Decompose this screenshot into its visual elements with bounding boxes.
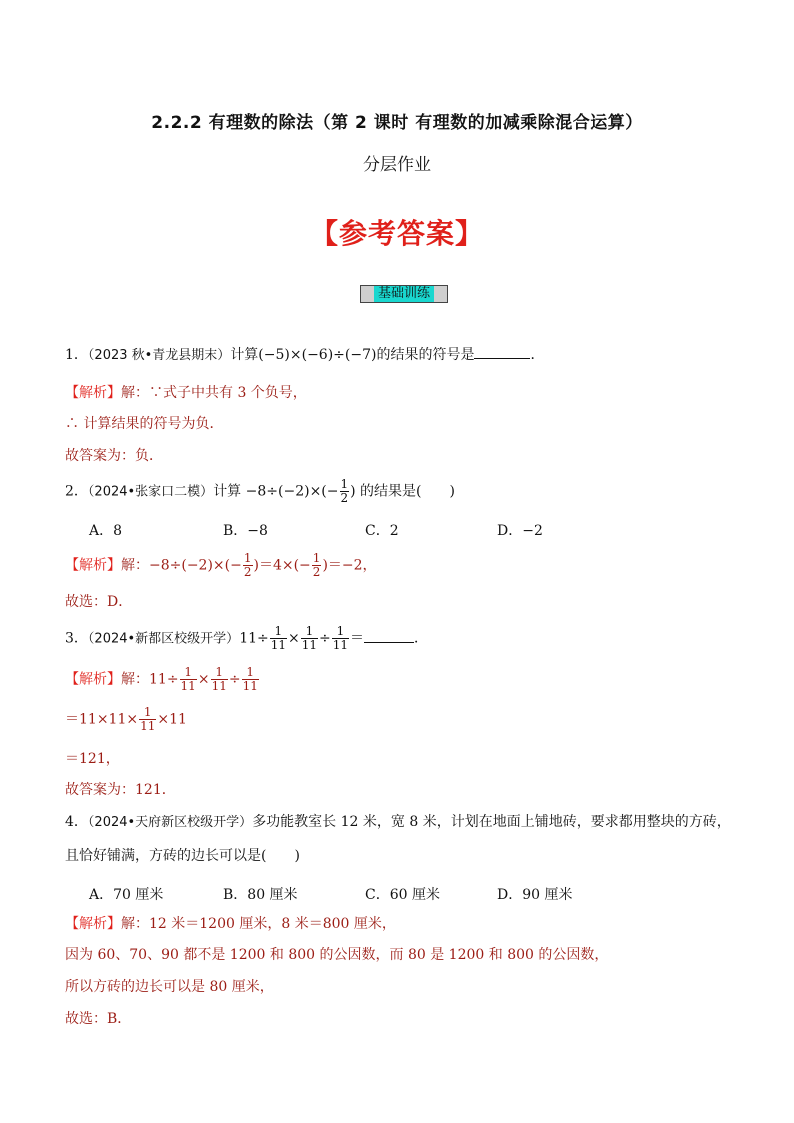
option-b: B．−8 (223, 523, 268, 539)
answer-blank (474, 345, 530, 359)
question-3 (65, 625, 428, 652)
analysis-4-line-1 (65, 915, 396, 933)
answer-3: 故答案为：121． (65, 782, 176, 798)
question-1-text: 计算(−5)×(−6)÷(−7)的结果的符号是 (230, 347, 475, 363)
fraction: $\frac{1}{11}$ (180, 665, 196, 693)
option-d: D．90 厘米 (497, 887, 573, 903)
answer-2: 故选：D． (65, 594, 133, 610)
section-label-box (360, 285, 448, 303)
question-4-source: （2024•天府新区校级开学） (87, 815, 253, 830)
fraction: $\frac{1}{11}$ (301, 624, 318, 652)
page-subtitle: 分层作业 (363, 155, 431, 175)
times-sign: × (288, 630, 300, 647)
fraction: $\frac{1}{11}$ (211, 665, 227, 693)
analysis-tag: 【解析】 (65, 557, 121, 574)
question-2-number: 2． (65, 483, 88, 500)
question-1 (65, 345, 544, 365)
question-1-source: （2023 秋•青龙县期末） (87, 348, 231, 363)
analysis-intro: 解： (121, 671, 149, 688)
analysis-4-line-3: 所以方砖的边长可以是 80 厘米， (65, 979, 274, 995)
option-a: A．70 厘米 (89, 887, 164, 903)
option-a: A．8 (89, 523, 123, 539)
divide-sign: ÷ (228, 671, 241, 688)
fraction: $\frac{1}{11}$ (242, 665, 258, 693)
analysis-tag: 【解析】 (65, 385, 121, 401)
question-3-tail: ． (414, 630, 429, 647)
analysis-text-b: )＝4×(− (253, 557, 311, 574)
answer-blank (364, 629, 414, 643)
analysis-3-line-3: ＝121， (65, 751, 120, 767)
option-d: D．−2 (497, 523, 543, 539)
question-4-line-1 (65, 813, 731, 832)
question-2 (65, 478, 455, 505)
answer-4: 故选：B． (65, 1011, 132, 1027)
fraction: $\frac{1}{2}$ (340, 477, 349, 505)
question-3-number: 3． (65, 630, 88, 647)
step-2-b: ×11 (157, 711, 187, 728)
analysis-tag: 【解析】 (65, 916, 121, 932)
question-3-source: （2024•新都区校级开学） (87, 631, 240, 647)
question-2-text-a: 计算 −8÷(−2)×(− (213, 483, 339, 500)
question-2-source: （2024•张家口二模） (87, 484, 214, 500)
analysis-1-line-1 (65, 384, 307, 402)
question-4-line-2: 且恰好铺满，方砖的边长可以是( ) (65, 848, 300, 864)
option-b: B．80 厘米 (223, 887, 298, 903)
analysis-text: 解：12 米＝1200 厘米，8 米＝800 厘米， (121, 916, 396, 932)
step-2-a: ＝11×11× (65, 711, 139, 728)
answer-heading: 【参考答案】 (309, 217, 484, 250)
analysis-tag: 【解析】 (65, 671, 121, 688)
question-1-number: 1． (65, 347, 88, 363)
option-c: C．2 (365, 523, 399, 539)
question-4-text: 多功能教室长 12 米，宽 8 米，计划在地面上铺地砖，要求都用整块的方砖， (252, 814, 731, 830)
times-sign: × (197, 671, 210, 688)
fraction: $\frac{1}{2}$ (312, 551, 321, 579)
analysis-4-line-2: 因为 60、70、90 都不是 1200 和 800 的公因数，而 80 是 1200 和 800 的公因数， (65, 947, 609, 963)
analysis-text-c: )＝−2， (322, 557, 377, 574)
divide-sign: ÷ (319, 630, 331, 647)
analysis-2 (65, 552, 377, 579)
analysis-text-a: 解：−8÷(−2)×(− (121, 557, 242, 574)
question-2-text-b: ) 的结果是( ) (350, 483, 455, 500)
question-4-number: 4． (65, 814, 88, 830)
fraction: $\frac{1}{2}$ (243, 551, 252, 579)
question-1-tail: ． (530, 347, 545, 363)
fraction: $\frac{1}{11}$ (332, 624, 349, 652)
fraction: $\frac{1}{11}$ (140, 705, 156, 733)
answer-1: 故答案为：负． (65, 448, 163, 464)
fraction: $\frac{1}{11}$ (270, 624, 287, 652)
expr-lead: 11÷ (149, 671, 179, 688)
analysis-3-line-1 (65, 666, 260, 693)
expr-lead: 11÷ (239, 630, 269, 647)
analysis-1-line-2: ∴ 计算结果的符号为负． (65, 416, 224, 432)
equals-sign: ＝ (350, 630, 365, 647)
section-label: 基础训练 (374, 286, 434, 302)
option-c: C．60 厘米 (365, 887, 440, 903)
page-title: 2.2.2 有理数的除法（第 2 课时 有理数的加减乘除混合运算） (151, 113, 643, 133)
analysis-3-line-2 (65, 706, 187, 733)
analysis-text: 解：∵式子中共有 3 个负号， (121, 385, 307, 401)
